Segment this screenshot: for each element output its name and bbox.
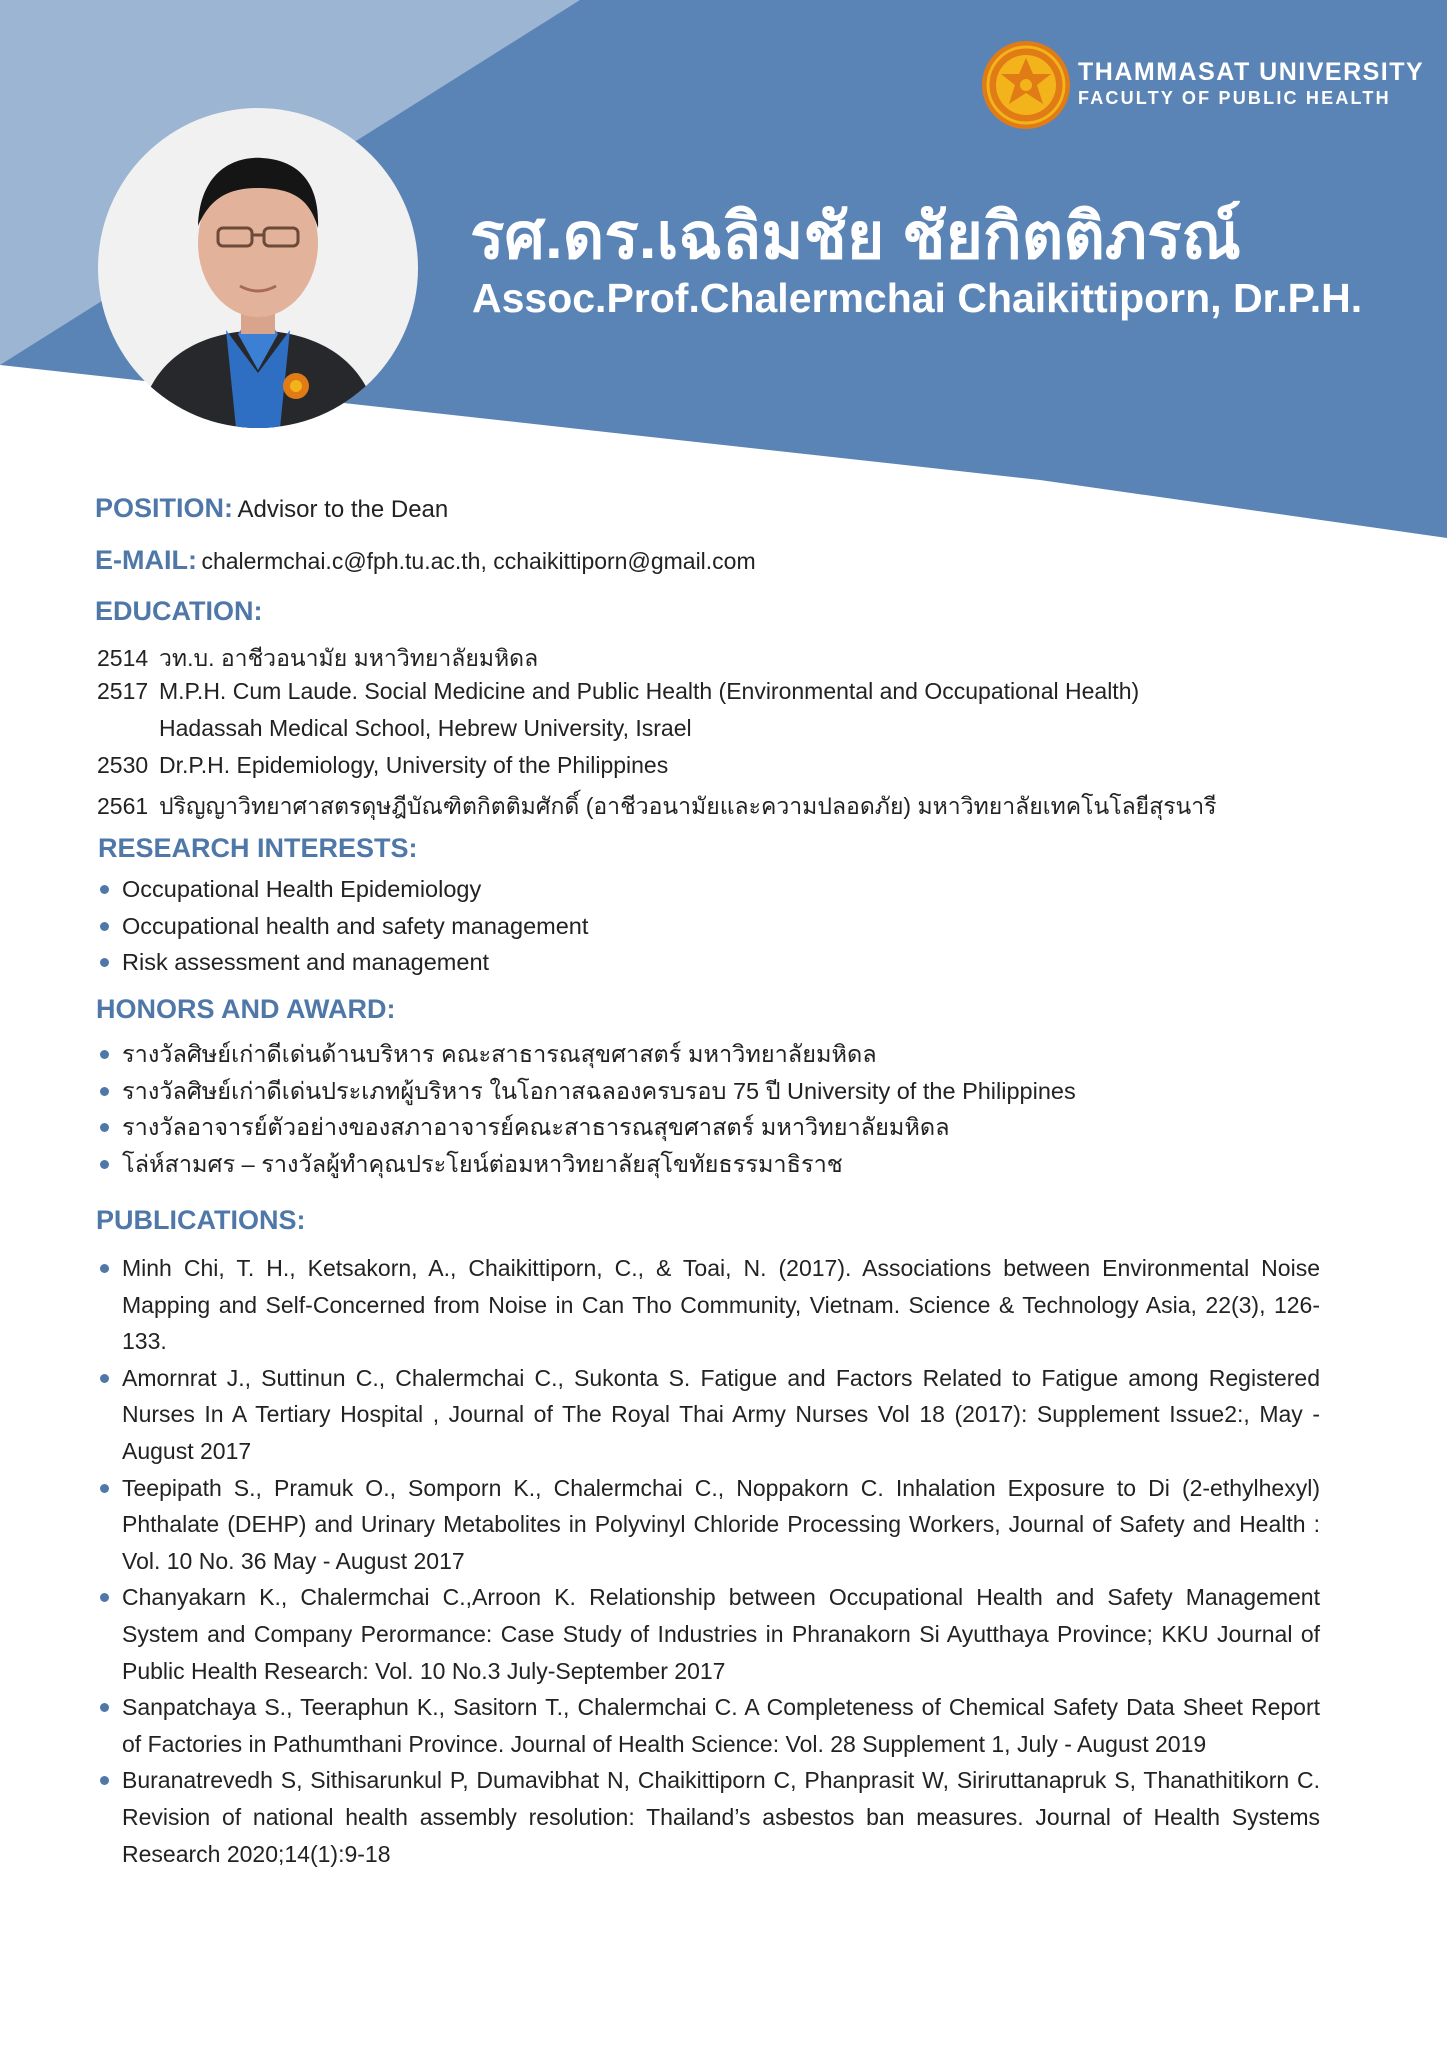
- list-item: [98, 1470, 1320, 1580]
- education-year: 2514: [97, 645, 149, 671]
- faculty-name: FACULTY OF PUBLIC HEALTH: [1078, 88, 1391, 108]
- thammasat-seal-logo: [981, 40, 1071, 130]
- education-item: [97, 715, 692, 742]
- list-item: [98, 871, 588, 908]
- publication-text: Amornrat J., Suttinun C., Chalermchai C., Sukonta S. Fatigue and Factors Related to Fatigue among Registered Nurses In A Tertiary Hospital , Journal of The Royal Thai Army Nurses Vol 18 (2017): Supplement Issue2:, May - August 2017: [122, 1364, 1320, 1464]
- education-year: 2561: [97, 793, 149, 819]
- bullet-icon: [100, 1087, 109, 1096]
- education-text: ปริญญาวิทยาศาสตรดุษฎีบัณฑิตกิตติมศักดิ์ (อาชีวอนามัยและความปลอดภัย) มหาวิทยาลัยเทคโนโลยีสุรนารี: [159, 793, 1217, 819]
- research-list: [98, 871, 588, 981]
- education-text: Dr.P.H. Epidemiology, University of the Philippines: [159, 752, 669, 778]
- bullet-icon: [100, 922, 109, 931]
- honors-heading: HONORS AND AWARD:: [96, 994, 396, 1024]
- bullet-icon: [100, 885, 109, 894]
- bullet-icon: [100, 1484, 109, 1493]
- list-item: [98, 1109, 1076, 1146]
- list-item: [98, 944, 588, 981]
- bullet-icon: [100, 1374, 109, 1383]
- list-item: [98, 1146, 1076, 1183]
- bullet-icon: [100, 1264, 109, 1273]
- list-item: [98, 1360, 1320, 1470]
- bullet-icon: [100, 1123, 109, 1132]
- education-heading: EDUCATION:: [95, 596, 263, 626]
- bullet-icon: [100, 1776, 109, 1785]
- research-item-text: Risk assessment and management: [122, 949, 490, 975]
- bullet-icon: [100, 1593, 109, 1602]
- name-english: Assoc.Prof.Chalermchai Chaikittiporn, Dr.P.H.: [472, 275, 1363, 321]
- honor-item-text: โล่ห์สามศร – รางวัลผู้ทำคุณประโยน์ต่อมหาวิทยาลัยสุโขทัยธรรมาธิราช: [122, 1150, 843, 1177]
- position-row: [95, 493, 448, 524]
- education-item: [97, 678, 1139, 705]
- publication-text: Minh Chi, T. H., Ketsakorn, A., Chaikittiporn, C., & Toai, N. (2017). Associations between Environmental Noise Mapping and Self-Concerned from Noise in Can Tho Community, Vietnam. Science & Technology Asia, 22(3), 126-133.: [122, 1255, 1320, 1355]
- research-heading: RESEARCH INTERESTS:: [98, 833, 418, 863]
- education-year: 2517: [97, 678, 149, 704]
- publications-heading: PUBLICATIONS:: [96, 1205, 306, 1235]
- honors-list: [98, 1036, 1076, 1182]
- honor-item-text: รางวัลศิษย์เก่าดีเด่นด้านบริหาร คณะสาธารณสุขศาสตร์ มหาวิทยาลัยมหิดล: [122, 1041, 877, 1067]
- email-label: E-MAIL:: [95, 545, 197, 575]
- email-row: [95, 545, 756, 576]
- list-item: [98, 1250, 1320, 1360]
- education-item: [97, 641, 538, 677]
- education-item: [97, 752, 668, 779]
- bullet-icon: [100, 1703, 109, 1712]
- publications-list: [98, 1250, 1320, 1872]
- position-label: POSITION:: [95, 493, 234, 523]
- education-year: 2530: [97, 752, 149, 778]
- list-item: [98, 1762, 1320, 1872]
- research-item-text: Occupational Health Epidemiology: [122, 876, 482, 902]
- publication-text: Buranatrevedh S, Sithisarunkul P, Dumavibhat N, Chaikittiporn C, Phanprasit W, Siriruttanapruk S, Thanathitikorn C. Revision of national health assembly resolution: Thailand’s asbestos ban measures. Journal of Health Systems Research 2020;14(1):9-18: [122, 1767, 1320, 1867]
- email-value: chalermchai.c@fph.tu.ac.th, cchaikittiporn@gmail.com: [201, 548, 756, 574]
- education-text: วท.บ. อาชีวอนามัย มหาวิทยาลัยมหิดล: [159, 645, 539, 671]
- honor-item-text: รางวัลอาจารย์ตัวอย่างของสภาอาจารย์คณะสาธารณสุขศาสตร์ มหาวิทยาลัยมหิดล: [122, 1114, 950, 1140]
- publication-text: Chanyakarn K., Chalermchai C.,Arroon K. Relationship between Occupational Health and Safety Management System and Company Perormance: Case Study of Industries in Phranakorn Si Ayutthaya Province; KKU Journal of Public Health Research: Vol. 10 No.3 July-September 2017: [122, 1584, 1320, 1684]
- education-text: Hadassah Medical School, Hebrew University, Israel: [159, 715, 692, 741]
- bullet-icon: [100, 1160, 109, 1169]
- list-item: [98, 1689, 1320, 1762]
- list-item: [98, 1579, 1320, 1689]
- publication-text: Teepipath S., Pramuk O., Somporn K., Chalermchai C., Noppakorn C. Inhalation Exposure to Di (2-ethylhexyl) Phthalate (DEHP) and Urinary Metabolites in Polyvinyl Chloride Processing Workers, Journal of Safety and Health : Vol. 10 No. 36 May - August 2017: [122, 1474, 1320, 1574]
- list-item: [98, 1073, 1076, 1110]
- name-thai: รศ.ดร.เฉลิมชัย ชัยกิตติภรณ์: [470, 200, 1241, 272]
- bullet-icon: [100, 1050, 109, 1059]
- list-item: [98, 1036, 1076, 1073]
- profile-photo: [98, 108, 418, 428]
- education-item: [97, 789, 1217, 825]
- university-name: THAMMASAT UNIVERSITY: [1078, 58, 1425, 86]
- education-text: M.P.H. Cum Laude. Social Medicine and Public Health (Environmental and Occupational Health): [159, 678, 1140, 704]
- position-value: Advisor to the Dean: [237, 496, 449, 523]
- list-item: [98, 908, 588, 945]
- publication-text: Sanpatchaya S., Teeraphun K., Sasitorn T., Chalermchai C. A Completeness of Chemical Safety Data Sheet Report of Factories in Pathumthani Province. Journal of Health Science: Vol. 28 Supplement 1, July - August 2019: [122, 1694, 1320, 1757]
- research-item-text: Occupational health and safety management: [122, 912, 589, 939]
- honor-item-text: รางวัลศิษย์เก่าดีเด่นประเภทผู้บริหาร ในโอกาสฉลองครบรอบ 75 ปี University of the Philippines: [122, 1077, 1076, 1104]
- bullet-icon: [100, 958, 109, 967]
